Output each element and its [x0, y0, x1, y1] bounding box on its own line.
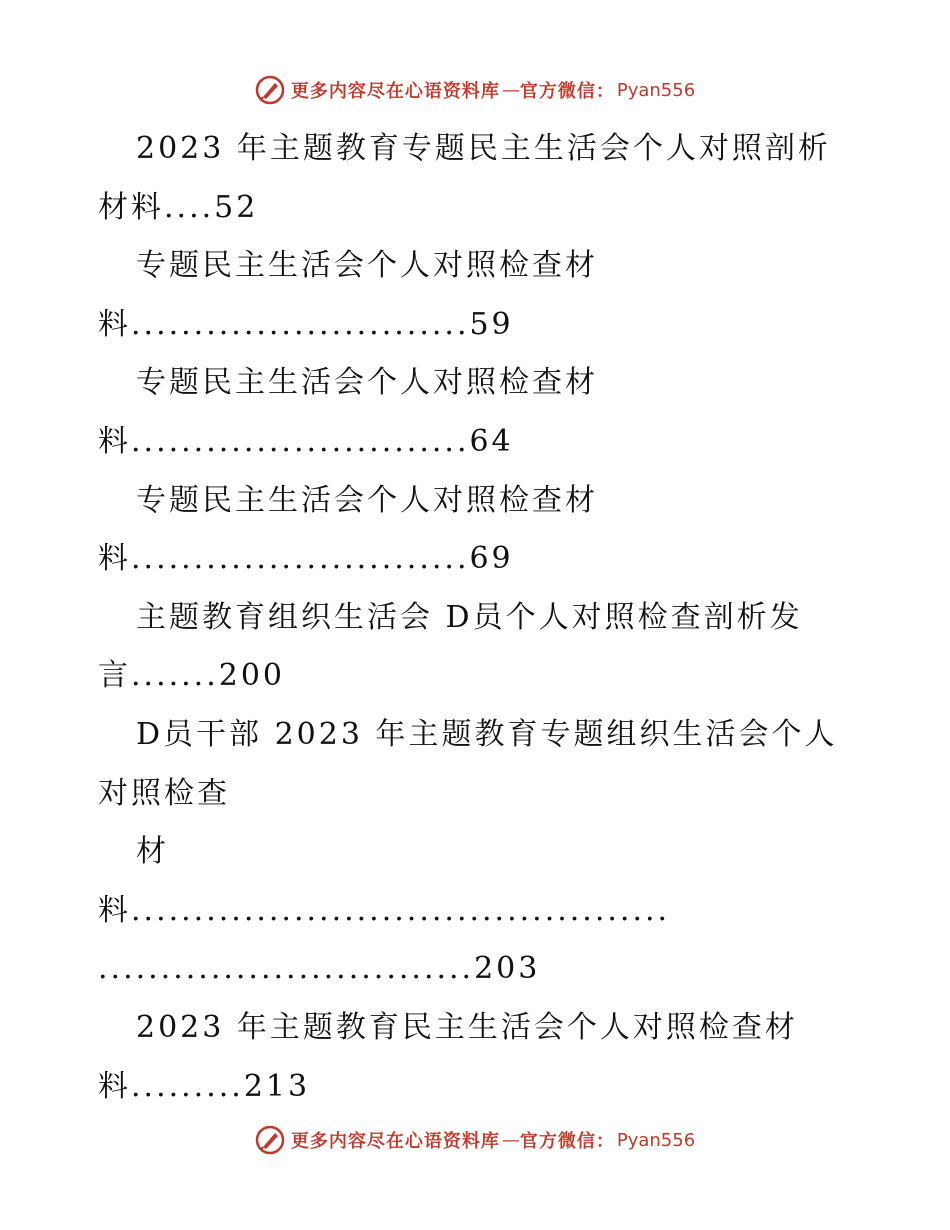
- header-banner: [0, 70, 950, 110]
- banner-account: Pyan556: [616, 79, 696, 101]
- banner-text: 更多内容尽在心语资料库: [290, 81, 500, 102]
- toc-line: 料...........................64: [98, 423, 514, 459]
- toc-line: 专题民主生活会个人对照检查材: [136, 482, 598, 518]
- banner-text: 更多内容尽在心语资料库: [290, 1131, 500, 1152]
- toc-line: 料.........213: [98, 1068, 311, 1104]
- toc-line: 专题民主生活会个人对照检查材: [136, 365, 598, 401]
- table-of-contents: [98, 120, 858, 1116]
- toc-line: 材料....52: [98, 189, 259, 225]
- toc-line: D员干部 2023 年主题教育专题组织生活会个人: [136, 716, 838, 752]
- toc-line: 料...........................................: [98, 892, 671, 928]
- toc-line: ..............................203: [98, 951, 541, 987]
- toc-line: 材: [136, 834, 169, 870]
- banner-account: Pyan556: [616, 1129, 696, 1151]
- toc-line: 2023 年主题教育民主生活会个人对照检查材: [136, 1009, 798, 1045]
- footer-banner: [0, 1120, 950, 1160]
- toc-line: 专题民主生活会个人对照检查材: [136, 248, 598, 284]
- banner-dash: —: [501, 79, 520, 101]
- toc-line: 言.......200: [98, 658, 286, 694]
- banner-official: 官方微信：: [519, 1131, 615, 1152]
- toc-line: 2023 年主题教育专题民主生活会个人对照剖析: [136, 131, 831, 166]
- toc-line: 主题教育组织生活会 D员个人对照检查剖析发: [136, 599, 803, 635]
- toc-line: 料...........................59: [98, 306, 514, 342]
- banner-official: 官方微信：: [519, 81, 615, 102]
- toc-line: 料...........................69: [98, 541, 514, 577]
- toc-line: 对照检查: [98, 775, 230, 811]
- banner-dash: —: [501, 1129, 520, 1151]
- quill-pen-icon: [255, 75, 285, 105]
- quill-pen-icon: [255, 1125, 285, 1155]
